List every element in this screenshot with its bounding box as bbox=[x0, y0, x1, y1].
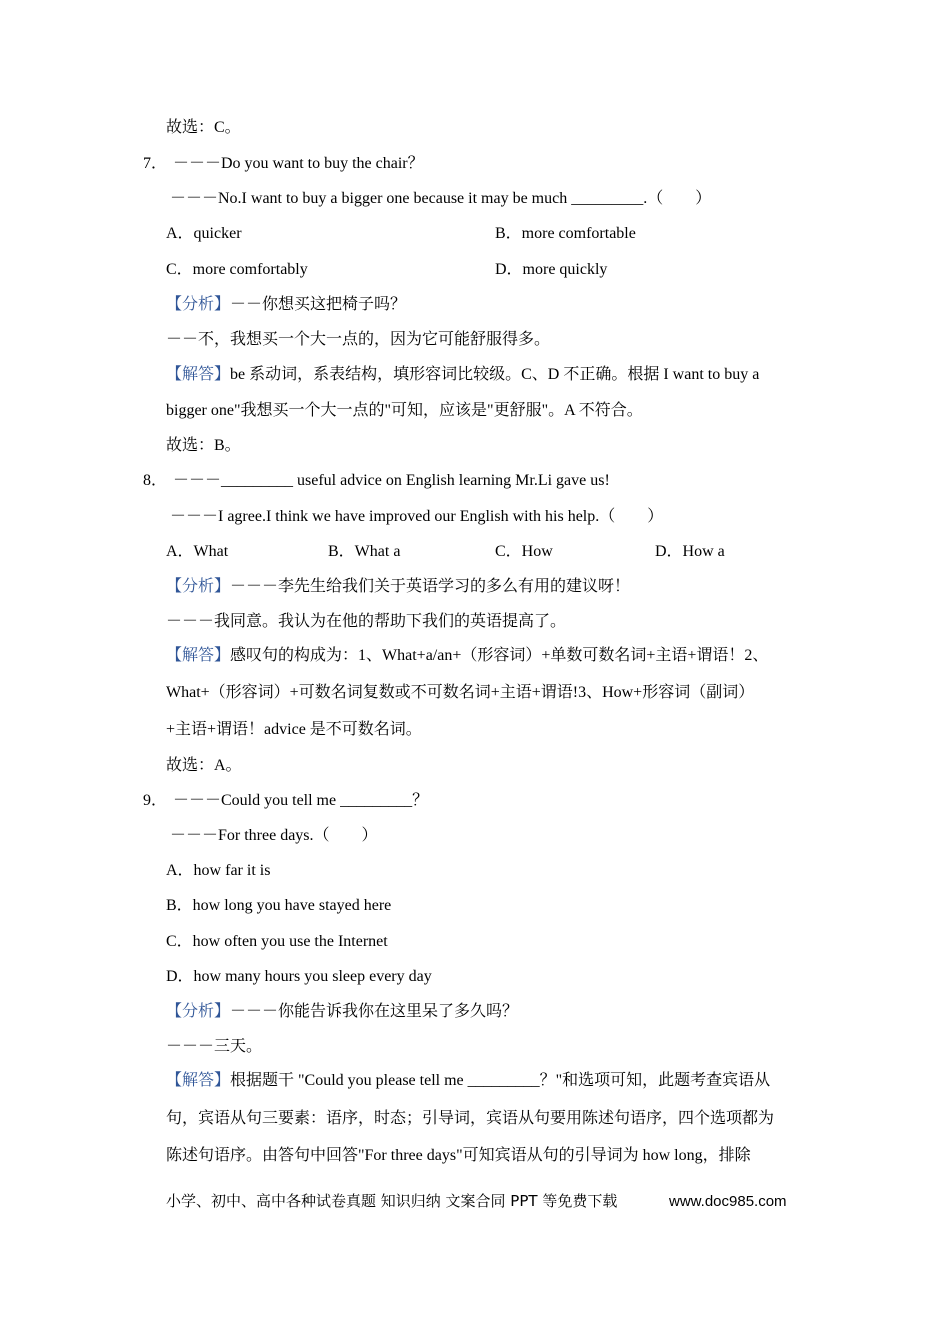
solution-text: be 系动词，系表结构，填形容词比较级。C、D 不正确。根据 I want to buy a bbox=[230, 366, 760, 383]
question-number: 9． bbox=[143, 792, 168, 809]
answer-line: 故选：C。 bbox=[166, 119, 241, 136]
analysis-text: －－不，我想买一个大一点的，因为它可能舒服得多。 bbox=[166, 331, 551, 348]
question-text: －－－Do you want to buy the chair？ bbox=[173, 155, 424, 172]
option-b: B．What a bbox=[328, 543, 401, 560]
solution-text: +主语+谓语！advice 是不可数名词。 bbox=[166, 721, 422, 738]
response-text: －－－For three days.（ ） bbox=[170, 827, 378, 844]
option-a: A．What bbox=[166, 543, 229, 560]
analysis-text: －－－李先生给我们关于英语学习的多么有用的建议呀！ bbox=[230, 578, 631, 595]
solution-text: What+（形容词）+可数名词复数或不可数名词+主语+谓语!3、How+形容词（副词） bbox=[166, 684, 755, 701]
question-number: 7． bbox=[143, 155, 168, 172]
analysis-tag: 【分析】 bbox=[166, 1003, 231, 1020]
footer-url[interactable]: www.doc985.com bbox=[669, 1193, 787, 1210]
solution-tag: 【解答】 bbox=[166, 366, 231, 383]
option-c: C．how often you use the Internet bbox=[166, 933, 388, 950]
question-text: －－－Could you tell me _________？ bbox=[173, 792, 429, 809]
analysis-text: －－你想买这把椅子吗？ bbox=[230, 296, 407, 313]
analysis-text: －－－你能告诉我你在这里呆了多久吗？ bbox=[230, 1003, 519, 1020]
option-d: D．How a bbox=[655, 543, 725, 560]
question-number: 8． bbox=[143, 472, 168, 489]
solution-tag: 【解答】 bbox=[166, 647, 231, 664]
footer-promo: 小学、初中、高中各种试卷真题 知识归纳 文案合同 PPT 等免费下载 bbox=[166, 1192, 618, 1210]
answer-line: 故选：A。 bbox=[166, 757, 242, 774]
option-a: A．quicker bbox=[166, 225, 242, 242]
analysis-text: －－－三天。 bbox=[166, 1038, 263, 1055]
option-b: B．more comfortable bbox=[495, 225, 636, 242]
solution-text: 陈述句语序。由答句中回答"For three days"可知宾语从句的引导词为 how long，排除 bbox=[166, 1147, 751, 1164]
analysis-line bbox=[166, 577, 630, 597]
analysis-tag: 【分析】 bbox=[166, 296, 231, 313]
response-text: －－－No.I want to buy a bigger one because it may be much _________.（ ） bbox=[170, 190, 712, 207]
option-c: C．more comfortably bbox=[166, 261, 308, 278]
solution-text: 根据题干 "Could you please tell me _________？"和选项可知，此题考查宾语从 bbox=[230, 1072, 771, 1089]
option-b: B．how long you have stayed here bbox=[166, 897, 392, 914]
solution-line bbox=[166, 365, 759, 385]
solution-tag: 【解答】 bbox=[166, 1072, 231, 1089]
solution-line bbox=[166, 1071, 770, 1091]
option-c: C．How bbox=[495, 543, 553, 560]
response-text: －－－I agree.I think we have improved our English with his help.（ ） bbox=[170, 508, 664, 525]
solution-text: 句，宾语从句三要素：语序，时态；引导词，宾语从句要用陈述句语序，四个选项都为 bbox=[166, 1110, 775, 1127]
analysis-tag: 【分析】 bbox=[166, 578, 231, 595]
option-a: A．how far it is bbox=[166, 862, 271, 879]
option-d: D．how many hours you sleep every day bbox=[166, 968, 432, 985]
solution-line bbox=[166, 646, 768, 666]
analysis-line bbox=[166, 295, 406, 315]
option-d: D．more quickly bbox=[495, 261, 608, 278]
solution-text: 感叹句的构成为：1、What+a/an+（形容词）+单数可数名词+主语+谓语！2、 bbox=[230, 647, 769, 664]
question-text: －－－_________ useful advice on English learning Mr.Li gave us! bbox=[173, 472, 610, 489]
analysis-line bbox=[166, 1002, 518, 1022]
answer-line: 故选：B。 bbox=[166, 437, 241, 454]
solution-text: bigger one"我想买一个大一点的"可知，应该是"更舒服"。A 不符合。 bbox=[166, 402, 643, 419]
analysis-text: －－－我同意。我认为在他的帮助下我们的英语提高了。 bbox=[166, 613, 567, 630]
